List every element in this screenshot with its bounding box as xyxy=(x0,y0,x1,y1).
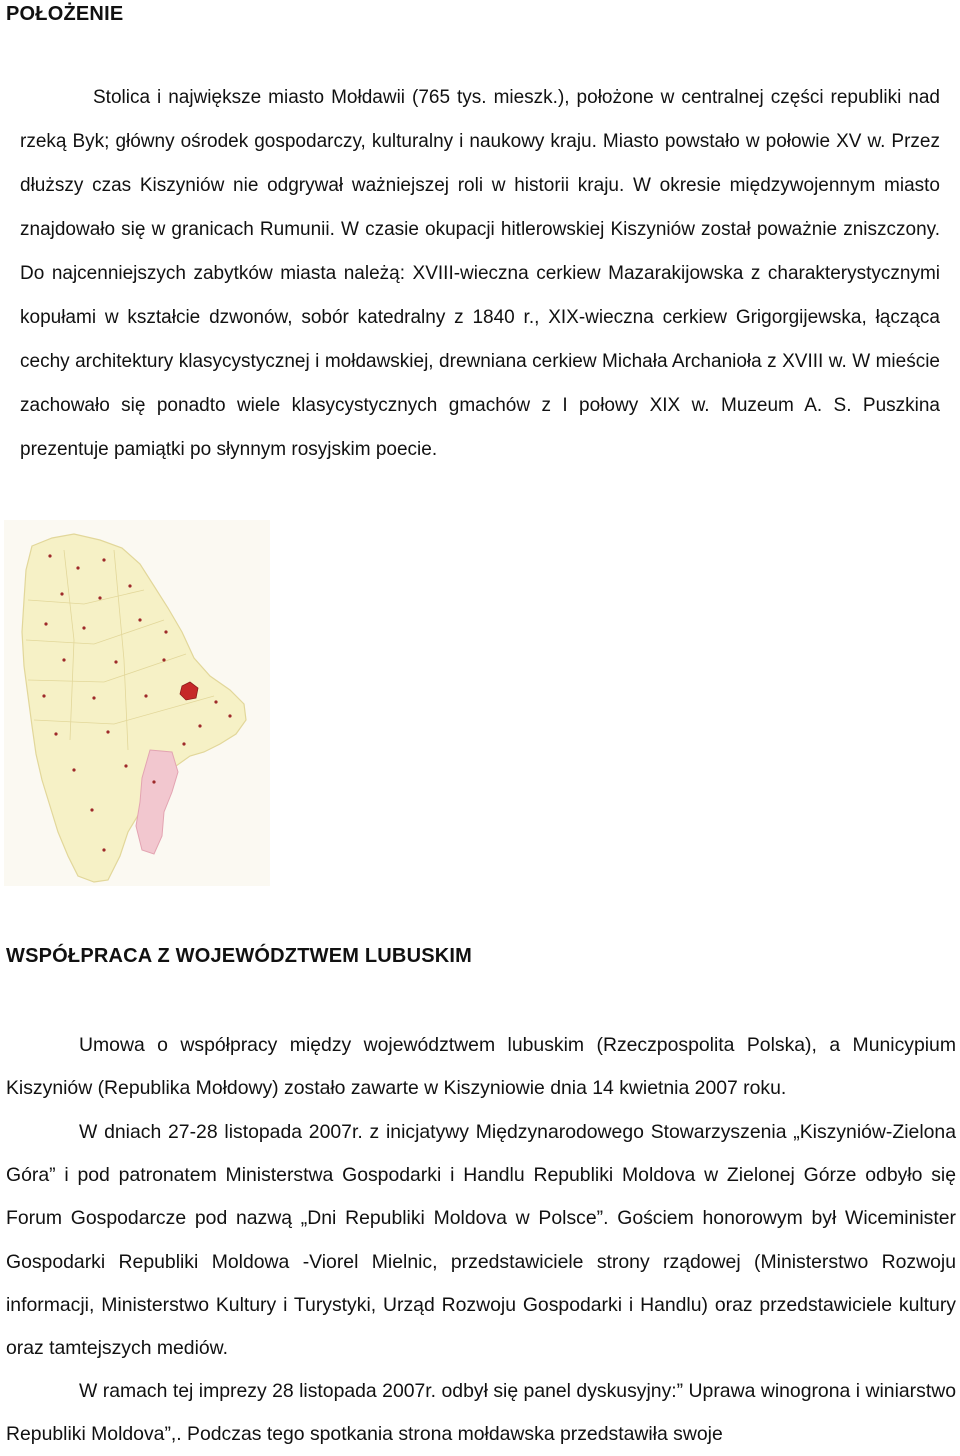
paragraph-agreement: Umowa o współpracy między województwem lubuskim (Rzeczpospolita Polska), a Municypium Kiszyniów (Republika Mołdowy) zostało zawarte w Kiszyniowie dnia 14 kwietnia 2007 roku. xyxy=(6,1034,956,1100)
map-of-moldova xyxy=(4,520,270,886)
paragraph-location: Stolica i największe miasto Mołdawii (765 tys. mieszk.), położone w centralnej części republiki nad rzeką Byk; główny ośrodek gospodarczy, kulturalny i naukowy kraju. Miasto powstało w połowie XV w. Przez dłuższy czas Kiszyniów nie odgrywał ważniejszej roli w historii kraju. W okresie międzywojennym miasto znajdowało się w granicach Rumunii. W czasie okupacji hitlerowskiej Kiszyniów został poważnie zniszczony. Do najcenniejszych zabytków miasta należą: XVIII-wieczna cerkiew Mazarakijowska z charakterystycznymi kopułami w kształcie dzwonów, sobór katedralny z 1840 r., XIX-wieczna cerkiew Grigorgijewska, łącząca cechy architektury klasycystycznej i mołdawskiej, drewniana cerkiew Michała Archanioła z XVIII w. W mieście zachowało się ponadto wiele klasycystycznych gmachów z I połowy XIX w. Muzeum A. S. Puszkina prezentuje pamiątki po słynnym rosyjskim poecie. xyxy=(20,87,940,460)
paragraph-panel: W ramach tej imprezy 28 listopada 2007r. odbył się panel dyskusyjny:” Uprawa winogrona i winiarstwo Republiki Moldova”,. Podczas tego spotkania strona mołdawska przedstawiła swoje xyxy=(6,1380,956,1446)
section-title-wspolpraca: WSPÓŁPRACA Z WOJEWÓDZTWEM LUBUSKIM xyxy=(6,945,473,967)
section-title-polozenie: POŁOŻENIE xyxy=(6,3,124,25)
paragraph-forum: W dniach 27-28 listopada 2007r. z inicjatywy Międzynarodowego Stowarzyszenia „Kiszyniów-Zielona Góra” i pod patronatem Ministerstwa Gospodarki i Handlu Republiki Moldova w Zielonej Górze odbyło się Forum Gospodarcze pod nazwą „Dni Republiki Moldova w Polsce”. Gościem honorowym był Wiceminister Gospodarki Republiki Moldowa -Viorel Mielnic, przedstawiciele strony rządowej (Ministerstwo Rozwoju informacji, Ministerstwo Kultury i Turystyki, Urząd Rozwoju Gospodarki i Handlu) oraz przedstawiciele kultury oraz tamtejszych mediów. xyxy=(6,1121,956,1360)
